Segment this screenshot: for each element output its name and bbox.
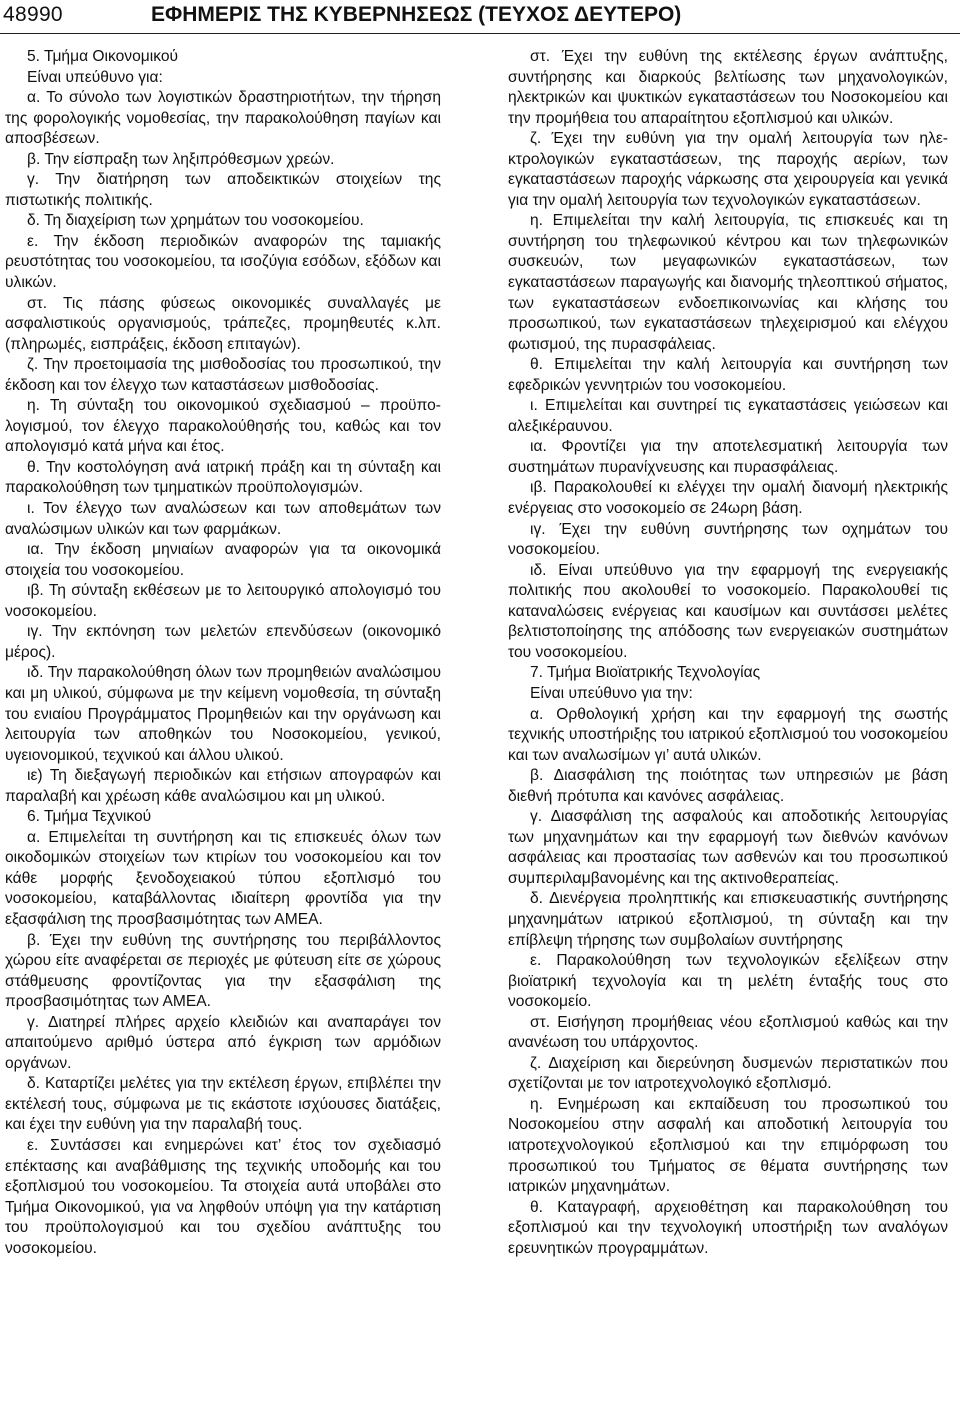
paragraph: ζ. Την προετοιμασία της μισθοδοσίας του προσωπικού, την έκδοση και τον έλεγχο των καταστάσεων μισθοδοσίας. (5, 356, 441, 394)
paragraph: θ. Την κοστολόγηση ανά ιατρική πράξη και τη σύνταξη και παρακολούθηση των τμηματικών προϋπολογισμών. (5, 458, 441, 497)
paragraph: στ. Έχει την ευθύνη της εκτέλεσης έργων ανάπτυξης, συντήρησης και διαρκούς βελτίωσης των μηχανολογικών, ηλεκτρικών και ψυκτικών εγκαταστάσεων του Νοσοκομείου και την προμήθεια του απαραίτητου εξοπλισμού και υλικών. (508, 48, 948, 127)
paragraph: δ. Τη διαχείριση των χρημάτων του νοσοκομείου. (27, 212, 364, 230)
paragraph: ε. Παρακολούθηση των τεχνολογικών εξελίξεων στην βιοϊατρική τεχνολογία και τη μελέτη ένταξής τους στο νοσοκομείο. (508, 952, 948, 1011)
paragraph: γ. Διασφάλιση της ασφαλούς και αποδοτικής λειτουργίας των μηχανημάτων και την εφαρμογή των διεθνών κανόνων ασφάλειας και προστασίας των ασθενών και του προσωπικού συμπεριλαμβανομένης και της ακτινοθεραπείας. (508, 808, 948, 887)
paragraph: β. Την είσπραξη των ληξιπρόθεσμων χρεών. (27, 150, 335, 168)
page-number: 48990 (3, 3, 63, 26)
paragraph: ιβ. Παρακολουθεί κι ελέγχει την ομαλή διανομή ηλεκτρικής ενέργειας στο νοσοκομείο σε 24ωρη βάση. (508, 479, 948, 518)
paragraph: ιγ. Την εκπόνηση των μελετών επενδύσεων (οικονομικό μέρος). (5, 623, 441, 661)
paragraph: α. Επιμελείται τη συντήρηση και τις επισκευές όλων των οικοδομικών στοιχείων των κτιρίων του νοσοκομείου και τον κάθε μορφής ξενοδοχειακού τύπου εξοπλισμό του νοσοκομείου, καταβάλλοντας ιδιαίτερη φροντίδα για την εξασφάλιση της προσβασιμότητας των ΑΜΕΑ. (5, 828, 441, 928)
paragraph: η. Ενημέρωση και εκπαίδευση του προσωπικού του Νοσοκομείου στην ασφαλή και αποδοτική λειτουργία του ιατροτεχνολογικού εξοπλισμού και την επιμόρφωση του προσωπικού του Τμήματος σε θέματα συντήρησης των ιατρικών μηχανημάτων. (508, 1095, 948, 1196)
left-column (5, 47, 441, 1259)
paragraph: ζ. Διαχείριση και διερεύνηση δυσμενών περιστατικών που σχετίζονται με τον ιατροτεχνολογικό εξοπλισμό. (508, 1054, 948, 1093)
paragraph: η. Τη σύνταξη του οικονομικού σχεδιασμού – προϋπολογισμού, τον έλεγχο παρακολούθησής του, καθώς και τον απολογισμό κατά μήνα και έτος. (5, 397, 441, 456)
paragraph: θ. Επιμελείται την καλή λειτουργία και συντήρηση των εφεδρικών γεννητριών του νοσοκομείου. (508, 356, 948, 394)
paragraph: η. Επιμελείται την καλή λειτουργία, τις επισκευές και τη συντήρηση του τηλεφωνικού κέντρου και των τηλεφωνικών συσκευών, των μεγαφωνικών εγκαταστάσεων, των εγκαταστάσεων παραγωγής και διανομής τηλεοπτικού σήματος, των εγκαταστάσεων ενδοεπικοινωνίας και κλήσης του προσωπικού, των εγκαταστάσεων τηλεχειρισμού και ελέγχου φωτισμού, της πυρασφάλειας. (508, 212, 948, 353)
paragraph: ιδ. Είναι υπεύθυνο για την εφαρμογή της ενεργειακής πολιτικής που ακολουθεί το νοσοκομείο. Παρακολουθεί τις καταναλώσεις ενέργειας και καυσίμων και συντάσσει μελέτες βελτιστοποίησης της απόδοσης των ενεργειακών συστημάτων του νοσοκομείου. (508, 561, 948, 661)
paragraph: ε. Συντάσσει και ενημερώνει κατ’ έτος τον σχεδιασμό επέκτασης και αναβάθμισης της τεχνικής υποδομής και του εξοπλισμού του νοσοκομείου. Τα στοιχεία αυτά υποβάλει στο Τμήμα Οικονομικού, για να ληφθούν υπόψη για την κατάρτιση του προϋπολογισμού και του σχεδίου ανάπτυξης του νοσοκομείου. (5, 1136, 441, 1257)
paragraph: γ. Διατηρεί πλήρες αρχείο κλειδιών και αναπαράγει τον απαιτούμενο αριθμό ύστερα από έγκριση των αρμόδιων οργάνων. (5, 1013, 441, 1072)
paragraph: ιδ. Την παρακολούθηση όλων των προμηθειών αναλώσιμου και μη υλικού, σύμφωνα με την κείμενη νομοθεσία, τη σύνταξη του ενιαίου Προγράμματος Προμηθειών και την οργάνωση και λειτουργία των αποθηκών του Νοσοκομείου, γενικού, υγειονομικού, τεχνικού και άλλου υλικού. (5, 664, 441, 764)
paragraph: ια. Την έκδοση μηνιαίων αναφορών για τα οικονομικά στοιχεία του νοσοκομείου. (5, 541, 441, 579)
paragraph: Είναι υπεύθυνο για την: (530, 684, 693, 702)
paragraph: δ. Διενέργεια προληπτικής και επισκευαστικής συντήρησης μηχανημάτων ιατρικού εξοπλισμού, τη σύνταξη και την επίβλεψη τήρησης των συμβολαίων συντήρησης (508, 890, 948, 949)
paragraph: στ. Τις πάσης φύσεως οικονομικές συναλλαγές με ασφαλιστικούς οργανισμούς, τράπεζες, προμηθευτές κ.λπ. (πληρωμές, εισπράξεις, έκδοση επιταγών). (5, 294, 441, 353)
paragraph: ιβ. Τη σύνταξη εκθέσεων με το λειτουργικό απολογισμό του νοσοκομείου. (5, 582, 441, 620)
header-rule (0, 33, 960, 34)
paragraph: 7. Τμήμα Βιοϊατρικής Τεχνολογίας (530, 664, 761, 682)
paragraph: ι. Τον έλεγχο των αναλώσεων και των αποθεμάτων των αναλώσιμων υλικών και των φαρμάκων. (5, 500, 441, 538)
paragraph: δ. Καταρτίζει μελέτες για την εκτέλεση έργων, επιβλέπει την εκτέλεσή τους, σύμφωνα με τις εκάστοτε ισχύουσες διατάξεις, και έχει την ευθύνη για την παραλαβή τους. (5, 1075, 441, 1134)
paragraph: β. Διασφάλιση της ποιότητας των υπηρεσιών με βάση διεθνή πρότυπα και κανόνες ασφάλειας. (508, 767, 948, 805)
paragraph: στ. Εισήγηση προμήθειας νέου εξοπλισμού καθώς και την ανανέωση του υπάρχοντος. (508, 1013, 948, 1052)
paragraph: α. Ορθολογική χρήση και την εφαρμογή της σωστής τεχνικής υποστήριξης του ιατρικού εξοπλισμού του νοσοκομείου και των αναλωσίμων γι’ αυτά υλικών. (508, 705, 948, 764)
paragraph: 6. Τμήμα Τεχνικού (27, 808, 152, 826)
paragraph: α. Το σύνολο των λογιστικών δραστηριοτήτων, την τήρηση της φορολογικής νομοθεσίας, την παρακολούθηση παγίων και αποσβέσεων. (5, 89, 441, 148)
paragraph: ε. Την έκδοση περιοδικών αναφορών της ταμιακής ρευστότητας του νοσοκομείου, τα ισοζύγια εσόδων, εξόδων και υλικών. (5, 232, 441, 292)
right-column (508, 47, 948, 1259)
paragraph: Είναι υπεύθυνο για: (27, 68, 163, 86)
page-header (0, 0, 960, 34)
paragraph: γ. Την διατήρηση των αποδεικτικών στοιχείων της πιστωτικής πολιτικής. (5, 171, 441, 209)
paragraph: θ. Καταγραφή, αρχειοθέτηση και παρακολούθηση του εξοπλισμού και την τεχνολογική υποστήριξη των αναλόγων ερευνητικών προγραμμάτων. (508, 1198, 948, 1257)
paragraph: ια. Φροντίζει για την αποτελεσματική λειτουργία των συστημάτων πυρανίχνευσης και πυρασφάλειας. (508, 438, 948, 476)
gazette-title: ΕΦΗΜΕΡΙΣ ΤΗΣ ΚΥΒΕΡΝΗΣΕΩΣ (ΤΕΥΧΟΣ ΔΕΥΤΕΡΟ) (151, 3, 682, 26)
paragraph: ιγ. Έχει την ευθύνη συντήρησης των οχημάτων του νοσοκομείου. (508, 520, 948, 559)
paragraph: ιε) Τη διεξαγωγή περιοδικών και ετήσιων απογραφών και παραλαβή και χρέωση κάθε αναλώσιμου και μη υλικού. (5, 767, 441, 805)
paragraph: β. Έχει την ευθύνη της συντήρησης του περιβάλλοντος χώρου είτε αναφέρεται σε περιοχές με φύτευση είτε σε χώρους στάθμευσης φροντίζοντας για την εξασφάλιση της προσβασιμότητας των ΑΜΕΑ. (5, 931, 441, 1011)
paragraph: ι. Επιμελείται και συντηρεί τις εγκαταστάσεις γειώσεων και αλεξικέραυνου. (508, 397, 948, 435)
paragraph: ζ. Έχει την ευθύνη για την ομαλή λειτουργία των ηλεκτρολογικών εγκαταστάσεων, της παροχής αερίων, των εγκαταστάσεων παροχής νάρκωσης στα χειρουργεία και γενικά για την ομαλή λειτουργία των τεχνολογικών εγκαταστάσεων. (508, 130, 948, 209)
paragraph: 5. Τμήμα Οικονομικού (27, 48, 179, 65)
